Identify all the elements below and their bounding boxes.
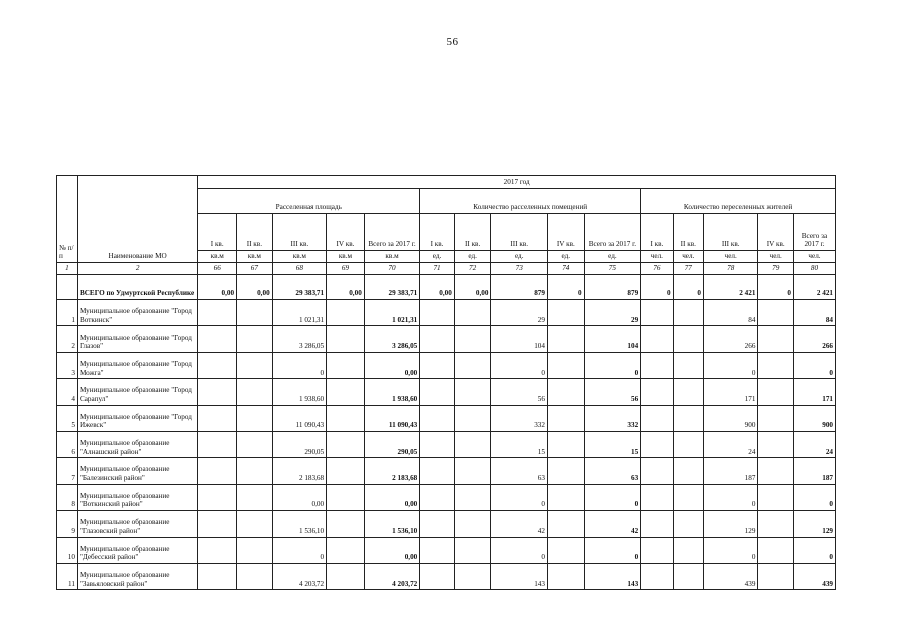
- table-cell: [237, 379, 273, 405]
- row-number: 3: [57, 352, 78, 378]
- table-cell: 1 938,60: [364, 379, 419, 405]
- table-cell: 0: [584, 352, 641, 378]
- row-name: Муниципальное образование "Город Воткинск": [77, 300, 197, 326]
- table-cell: 15: [584, 431, 641, 457]
- table-cell: 3 286,05: [364, 326, 419, 352]
- table-row: [57, 379, 836, 405]
- table-row: [57, 431, 836, 457]
- table-cell: 171: [794, 379, 836, 405]
- table-cell: [237, 326, 273, 352]
- table-cell: [547, 431, 584, 457]
- table-cell: 0: [584, 537, 641, 563]
- header-premises-col-3: III кв.: [491, 214, 548, 251]
- table-cell: [454, 511, 491, 537]
- table-cell: [198, 431, 237, 457]
- table-cell: [758, 563, 794, 589]
- table-cell: [454, 431, 491, 457]
- header-area-col-5: Всего за 2017 г.: [364, 214, 419, 251]
- table-cell: [198, 326, 237, 352]
- page-number: 56: [446, 36, 459, 48]
- table-cell: [420, 537, 455, 563]
- table-row: [57, 352, 836, 378]
- table-row: [57, 511, 836, 537]
- header-unit: кв.м: [272, 251, 326, 263]
- table-cell: [198, 511, 237, 537]
- table-cell: [454, 352, 491, 378]
- row-name: Муниципальное образование "Город Можга": [77, 352, 197, 378]
- table-cell: [758, 352, 794, 378]
- table-cell: [454, 405, 491, 431]
- table-cell: 439: [703, 563, 757, 589]
- table-cell: [547, 326, 584, 352]
- table-cell: [327, 352, 365, 378]
- header-col-number: 76: [641, 263, 673, 275]
- table-cell: [641, 563, 673, 589]
- table-cell: 104: [491, 326, 548, 352]
- header-col-number: 69: [327, 263, 365, 275]
- table-cell: [758, 300, 794, 326]
- row-name: Муниципальное образование "Воткинский район": [77, 484, 197, 510]
- table-cell: 63: [584, 458, 641, 484]
- header-group-premises: Количество расселенных помещений: [420, 189, 641, 214]
- table-cell: 24: [794, 431, 836, 457]
- header-residents-col-1: I кв.: [641, 214, 673, 251]
- table-cell: [673, 300, 703, 326]
- table-cell: [673, 405, 703, 431]
- header-col-number: 74: [547, 263, 584, 275]
- header-col-number: 79: [758, 263, 794, 275]
- header-area-col-1: I кв.: [198, 214, 237, 251]
- table-cell: [420, 511, 455, 537]
- header-premises-col-2: II кв.: [454, 214, 491, 251]
- header-unit: ед.: [454, 251, 491, 263]
- row-name: Муниципальное образование "Балезинский район": [77, 458, 197, 484]
- header-unit: ед.: [420, 251, 455, 263]
- table-cell: [641, 326, 673, 352]
- table-cell: 4 203,72: [272, 563, 326, 589]
- table-cell: 0: [491, 352, 548, 378]
- row-number: 7: [57, 458, 78, 484]
- table-cell: [327, 405, 365, 431]
- total-cell: 0,00: [454, 275, 491, 300]
- row-number: 1: [57, 300, 78, 326]
- row-name: Муниципальное образование "Завьяловский район": [77, 563, 197, 589]
- header-col-number: 1: [57, 263, 78, 275]
- header-col-number: 2: [77, 263, 197, 275]
- table-cell: 290,05: [364, 431, 419, 457]
- table-cell: [420, 484, 455, 510]
- table-cell: [198, 300, 237, 326]
- header-premises-col-4: IV кв.: [547, 214, 584, 251]
- table-row: [57, 537, 836, 563]
- table-cell: [327, 379, 365, 405]
- table-cell: 0,00: [364, 537, 419, 563]
- table-cell: 439: [794, 563, 836, 589]
- table-cell: [420, 352, 455, 378]
- table-cell: [237, 563, 273, 589]
- table-cell: 187: [794, 458, 836, 484]
- total-cell: 0,00: [237, 275, 273, 300]
- table-cell: [673, 511, 703, 537]
- total-cell: 2 421: [794, 275, 836, 300]
- table-cell: 290,05: [272, 431, 326, 457]
- table-cell: [673, 484, 703, 510]
- header-row-year: [57, 176, 836, 189]
- table-cell: [198, 352, 237, 378]
- table-cell: [758, 379, 794, 405]
- table-cell: [641, 300, 673, 326]
- table-cell: 0: [703, 352, 757, 378]
- table-row: [57, 563, 836, 589]
- table-cell: 11 090,43: [364, 405, 419, 431]
- table-cell: 0: [703, 537, 757, 563]
- table-cell: [198, 537, 237, 563]
- table-cell: 129: [703, 511, 757, 537]
- row-name: Муниципальное образование "Дебесский район": [77, 537, 197, 563]
- table-cell: 29: [491, 300, 548, 326]
- table-cell: 84: [794, 300, 836, 326]
- table-cell: [327, 537, 365, 563]
- header-unit: чел.: [641, 251, 673, 263]
- table-cell: [547, 379, 584, 405]
- table-cell: [237, 431, 273, 457]
- table-cell: [547, 484, 584, 510]
- header-unit: кв.м: [237, 251, 273, 263]
- table-cell: 187: [703, 458, 757, 484]
- table-row: [57, 484, 836, 510]
- header-group-residents: Количество переселенных жителей: [641, 189, 836, 214]
- table-cell: 63: [491, 458, 548, 484]
- table-cell: 0,00: [364, 484, 419, 510]
- total-cell: 29 383,71: [272, 275, 326, 300]
- table-row: [57, 405, 836, 431]
- header-unit: чел.: [703, 251, 757, 263]
- table-cell: 900: [703, 405, 757, 431]
- table-cell: [237, 405, 273, 431]
- table-cell: 84: [703, 300, 757, 326]
- header-residents-col-3: III кв.: [703, 214, 757, 251]
- total-cell: 0,00: [327, 275, 365, 300]
- header-area-col-3: III кв.: [272, 214, 326, 251]
- table-cell: [420, 405, 455, 431]
- table-cell: 0: [794, 352, 836, 378]
- table-cell: [327, 511, 365, 537]
- table-cell: [198, 379, 237, 405]
- header-unit: ед.: [547, 251, 584, 263]
- table-cell: [420, 458, 455, 484]
- row-name: Муниципальное образование "Алнашский район": [77, 431, 197, 457]
- row-number: 2: [57, 326, 78, 352]
- table-cell: [454, 537, 491, 563]
- table-cell: 56: [584, 379, 641, 405]
- table-cell: [420, 326, 455, 352]
- table-cell: 29: [584, 300, 641, 326]
- row-name: Муниципальное образование "Город Сарапул": [77, 379, 197, 405]
- table-cell: 3 286,05: [272, 326, 326, 352]
- row-number: 6: [57, 431, 78, 457]
- table-cell: 332: [491, 405, 548, 431]
- row-number: 4: [57, 379, 78, 405]
- table-cell: [454, 300, 491, 326]
- total-cell: 0: [673, 275, 703, 300]
- header-unit: кв.м: [364, 251, 419, 263]
- table-cell: [547, 405, 584, 431]
- table-cell: 0: [491, 537, 548, 563]
- table-cell: 24: [703, 431, 757, 457]
- table-cell: 0: [272, 352, 326, 378]
- table-cell: [454, 563, 491, 589]
- table-cell: 171: [703, 379, 757, 405]
- table-cell: [673, 431, 703, 457]
- total-cell: 29 383,71: [364, 275, 419, 300]
- header-col-number: 73: [491, 263, 548, 275]
- table-cell: 266: [703, 326, 757, 352]
- header-col-number: 77: [673, 263, 703, 275]
- header-col-number: 71: [420, 263, 455, 275]
- table-cell: 143: [491, 563, 548, 589]
- table-cell: [641, 458, 673, 484]
- table-cell: [420, 431, 455, 457]
- table-cell: 1 021,31: [364, 300, 419, 326]
- table-cell: [641, 352, 673, 378]
- table-cell: [237, 458, 273, 484]
- header-residents-col-5: Всего за 2017 г.: [794, 214, 836, 251]
- table-cell: 332: [584, 405, 641, 431]
- header-row-col-numbers: [57, 263, 836, 275]
- header-col-number: 75: [584, 263, 641, 275]
- table-cell: 1 938,60: [272, 379, 326, 405]
- table-cell: [673, 458, 703, 484]
- header-col-number: 78: [703, 263, 757, 275]
- table-cell: [420, 300, 455, 326]
- table-cell: [420, 563, 455, 589]
- table-cell: [641, 431, 673, 457]
- header-residents-col-4: IV кв.: [758, 214, 794, 251]
- header-unit: кв.м: [198, 251, 237, 263]
- header-name: Наименование МО: [77, 176, 197, 263]
- table-cell: [673, 379, 703, 405]
- row-name: Муниципальное образование "Глазовский район": [77, 511, 197, 537]
- table-cell: [237, 484, 273, 510]
- header-col-number: 80: [794, 263, 836, 275]
- table-cell: [641, 484, 673, 510]
- table-cell: 0,00: [272, 484, 326, 510]
- total-cell: 879: [584, 275, 641, 300]
- header-col-number: 67: [237, 263, 273, 275]
- header-group-area: Расселенная площадь: [198, 189, 420, 214]
- header-premises-col-5: Всего за 2017 г.: [584, 214, 641, 251]
- total-name: ВСЕГО по Удмуртской Республике: [77, 275, 197, 300]
- table-cell: 104: [584, 326, 641, 352]
- table-cell: 2 183,68: [272, 458, 326, 484]
- table-cell: 11 090,43: [272, 405, 326, 431]
- table-cell: 42: [584, 511, 641, 537]
- table-cell: [758, 431, 794, 457]
- header-area-col-2: II кв.: [237, 214, 273, 251]
- table-cell: [327, 563, 365, 589]
- table-cell: [237, 537, 273, 563]
- header-year: 2017 год: [198, 176, 836, 189]
- table-cell: [327, 431, 365, 457]
- table-cell: [327, 300, 365, 326]
- table-cell: 266: [794, 326, 836, 352]
- total-cell: 0: [641, 275, 673, 300]
- row-number: 8: [57, 484, 78, 510]
- header-num: № п/п: [57, 176, 78, 263]
- table-cell: [758, 326, 794, 352]
- total-cell: 879: [491, 275, 548, 300]
- table-cell: 15: [491, 431, 548, 457]
- table-cell: 0: [794, 537, 836, 563]
- table-cell: [641, 511, 673, 537]
- row-number: 9: [57, 511, 78, 537]
- table-cell: 0: [272, 537, 326, 563]
- table-cell: [327, 458, 365, 484]
- table-cell: 0: [794, 484, 836, 510]
- header-premises-col-1: I кв.: [420, 214, 455, 251]
- table-cell: 0: [584, 484, 641, 510]
- row-number: 10: [57, 537, 78, 563]
- table-cell: [641, 405, 673, 431]
- table-cell: [758, 405, 794, 431]
- table-cell: 0: [703, 484, 757, 510]
- header-col-number: 72: [454, 263, 491, 275]
- table-cell: 1 536,10: [272, 511, 326, 537]
- table-cell: [327, 484, 365, 510]
- table-cell: 42: [491, 511, 548, 537]
- table-cell: [547, 458, 584, 484]
- table-cell: [641, 379, 673, 405]
- row-number: 11: [57, 563, 78, 589]
- table-cell: 2 183,68: [364, 458, 419, 484]
- table-cell: [454, 326, 491, 352]
- row-number: 5: [57, 405, 78, 431]
- table-cell: [673, 326, 703, 352]
- table-cell: 1 536,10: [364, 511, 419, 537]
- total-cell: 0: [758, 275, 794, 300]
- table-cell: [237, 511, 273, 537]
- table-cell: 129: [794, 511, 836, 537]
- table-cell: [547, 352, 584, 378]
- table-cell: [547, 563, 584, 589]
- total-row: [57, 275, 836, 300]
- table-cell: [237, 352, 273, 378]
- table-cell: 56: [491, 379, 548, 405]
- total-cell: 0: [547, 275, 584, 300]
- table-cell: 143: [584, 563, 641, 589]
- table-cell: [327, 326, 365, 352]
- table-cell: [237, 300, 273, 326]
- header-area-col-4: IV кв.: [327, 214, 365, 251]
- table-cell: [758, 484, 794, 510]
- table-cell: [198, 458, 237, 484]
- table-row: [57, 300, 836, 326]
- table-cell: 0,00: [364, 352, 419, 378]
- table-cell: [673, 537, 703, 563]
- table-row: [57, 326, 836, 352]
- table-cell: 4 203,72: [364, 563, 419, 589]
- table-cell: 1 021,31: [272, 300, 326, 326]
- row-name: Муниципальное образование "Город Глазов": [77, 326, 197, 352]
- header-col-number: 66: [198, 263, 237, 275]
- table-cell: [547, 300, 584, 326]
- header-unit: ед.: [584, 251, 641, 263]
- total-cell: 0,00: [420, 275, 455, 300]
- table-cell: [547, 537, 584, 563]
- table-cell: [198, 405, 237, 431]
- header-unit: кв.м: [327, 251, 365, 263]
- table-row: [57, 458, 836, 484]
- table-cell: [454, 458, 491, 484]
- table-cell: [420, 379, 455, 405]
- table-cell: 900: [794, 405, 836, 431]
- total-cell: 2 421: [703, 275, 757, 300]
- header-residents-col-2: II кв.: [673, 214, 703, 251]
- table-cell: [454, 484, 491, 510]
- header-unit: чел.: [673, 251, 703, 263]
- header-unit: чел.: [794, 251, 836, 263]
- table-cell: [673, 563, 703, 589]
- table-cell: [454, 379, 491, 405]
- header-unit: ед.: [491, 251, 548, 263]
- table-cell: [547, 511, 584, 537]
- header-unit: чел.: [758, 251, 794, 263]
- header-col-number: 68: [272, 263, 326, 275]
- table-cell: [673, 352, 703, 378]
- table-cell: [758, 537, 794, 563]
- header-col-number: 70: [364, 263, 419, 275]
- table-cell: [758, 458, 794, 484]
- table-cell: [198, 563, 237, 589]
- table-cell: 0: [491, 484, 548, 510]
- table-cell: [198, 484, 237, 510]
- row-name: Муниципальное образование "Город Ижевск": [77, 405, 197, 431]
- total-num: [57, 275, 78, 300]
- total-cell: 0,00: [198, 275, 237, 300]
- table-cell: [758, 511, 794, 537]
- table-cell: [641, 537, 673, 563]
- resettlement-table: [56, 175, 836, 590]
